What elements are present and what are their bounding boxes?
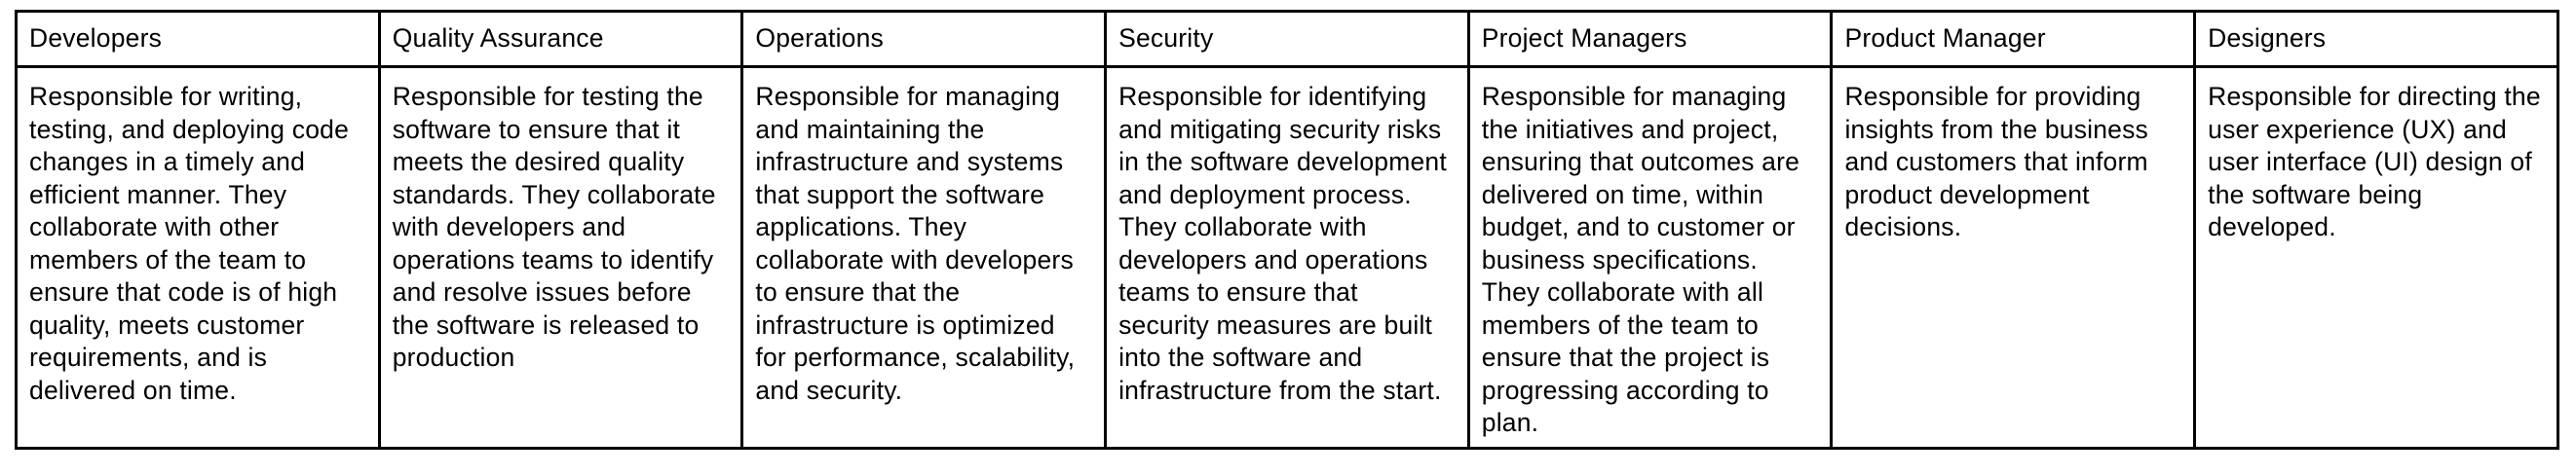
team-roles-table [15, 10, 2559, 450]
header-cell-product-manager: Product Manager [1832, 12, 2195, 67]
table-body-row [17, 67, 2558, 449]
header-cell-quality-assurance: Quality Assurance [379, 12, 742, 67]
header-cell-developers: Developers [17, 12, 380, 67]
description-cell-quality-assurance: Responsible for testing the software to ensure that it meets the desired quality standards. They collaborate with developers and operations teams to identify and resolve issues before the software is released to production [379, 67, 742, 449]
description-cell-project-managers: Responsible for managing the initiatives and project, ensuring that outcomes are delivered on time, within budget, and to customer or business specifications. They collaborate with all members of the team to ensure that the project is progressing according to plan. [1468, 67, 1832, 449]
header-cell-security: Security [1106, 12, 1469, 67]
description-cell-designers: Responsible for directing the user experience (UX) and user interface (UI) design of the software being developed. [2195, 67, 2558, 449]
header-cell-project-managers: Project Managers [1468, 12, 1832, 67]
description-cell-product-manager: Responsible for providing insights from the business and customers that inform product development decisions. [1832, 67, 2195, 449]
header-cell-operations: Operations [742, 12, 1106, 67]
description-cell-operations: Responsible for managing and maintaining the infrastructure and systems that support the software applications. They collaborate with developers to ensure that the infrastructure is optimized for performance, scalability, and security. [742, 67, 1106, 449]
description-cell-developers: Responsible for writing, testing, and deploying code changes in a timely and efficient manner. They collaborate with other members of the team to ensure that code is of high quality, meets customer requirements, and is delivered on time. [17, 67, 380, 449]
table-header-row [17, 12, 2558, 67]
header-cell-designers: Designers [2195, 12, 2558, 67]
description-cell-security: Responsible for identifying and mitigating security risks in the software development and deployment process. They collaborate with developers and operations teams to ensure that security measures are built into the software and infrastructure from the start. [1106, 67, 1469, 449]
